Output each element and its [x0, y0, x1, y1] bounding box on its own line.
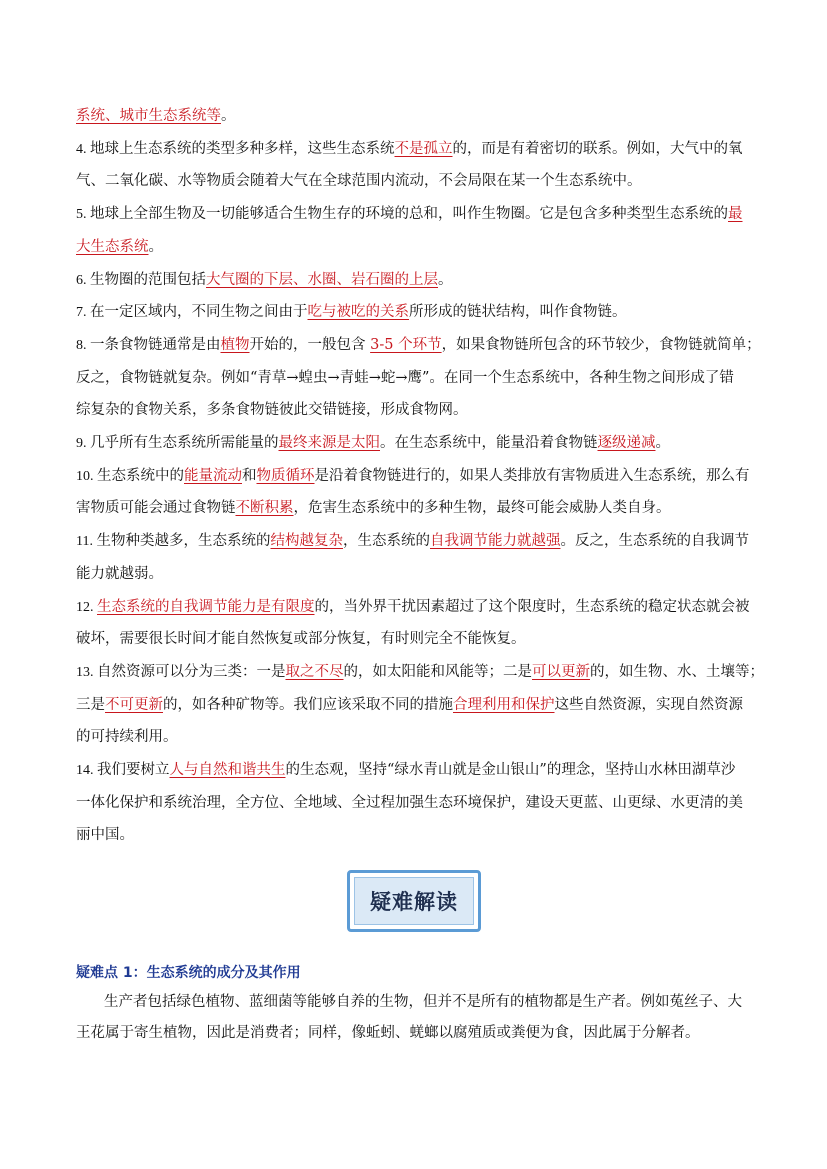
body-text: ，生态系统的 — [342, 533, 430, 550]
item-1-line-0 — [76, 139, 756, 160]
body-text: 和 — [242, 467, 257, 484]
item-10-line-2 — [76, 727, 756, 747]
item-number: 8. — [76, 337, 90, 353]
item-3-line-0 — [76, 270, 756, 291]
body-text: 破坏，需要很长时间才能自然恢复或部分恢复，有时则完全不能恢复。 — [76, 631, 526, 648]
answer-text: 系统、城市生态系统等 — [76, 108, 221, 124]
body-text: 几乎所有生态系统所需能量的 — [90, 435, 279, 451]
item-2-line-1 — [76, 237, 756, 257]
answer-text: 自我调节能力就越强 — [429, 533, 561, 550]
item-number: 14. — [76, 763, 97, 778]
answer-text: 不断积累 — [235, 500, 294, 517]
item-number: 11. — [76, 534, 97, 550]
item-number: 10. — [76, 468, 97, 484]
answer-text: 可以更新 — [532, 663, 590, 680]
item-11-line-1 — [76, 793, 756, 813]
item-8-line-0 — [76, 531, 756, 552]
item-number: 12. — [76, 599, 97, 615]
item-7-line-0 — [76, 466, 756, 487]
body-text: 的，而是有着密切的联系。例如，大气中的氧 — [452, 140, 743, 157]
body-text: 生物圈的范围包括 — [90, 271, 206, 288]
body-text: 综复杂的食物关系，多条食物链彼此交错链接，形成食物网。 — [76, 402, 468, 419]
body-text: 。 — [438, 271, 453, 288]
item-4-line-0 — [76, 302, 756, 323]
item-9-line-1 — [76, 629, 756, 649]
answer-text: 人与自然和谐共生 — [169, 762, 286, 778]
body-text: 一条食物链通常是由 — [90, 336, 221, 353]
item-11-line-2 — [76, 825, 756, 845]
answer-text: 生态系统的自我调节能力是有限度 — [97, 598, 315, 615]
body-text: 所形成的链状结构，叫作食物链。 — [409, 304, 627, 321]
body-text: 这些自然资源，实现自然资源 — [554, 696, 743, 713]
answer-text: 取之不尽 — [285, 663, 344, 680]
answer-text: 大气圈的下层、水圈、岩石圈的上层 — [206, 271, 438, 288]
body-text: 自然资源可以分为三类：一是 — [97, 663, 286, 680]
body-text: 的，如各种矿物等。我们应该采取不同的措施 — [163, 696, 453, 713]
banner-title: 疑难解读 — [354, 877, 474, 925]
item-1-line-1 — [76, 171, 756, 191]
body-text: 是沿着食物链进行的，如果人类排放有害物质进入生态系统，那么有 — [314, 467, 750, 484]
body-text: 的，当外界干扰因素超过了这个限度时，生态系统的稳定状态就会被 — [314, 598, 750, 615]
body-text: 在一定区域内，不同生物之间由于 — [90, 304, 308, 321]
item-number: 5. — [76, 207, 90, 223]
body-text: 能力就越弱。 — [76, 565, 163, 582]
body-text: 生物种类越多，生态系统的 — [96, 533, 271, 550]
difficulty-line-2: 王花属于寄生植物，因此是消费者；同样，像蚯蚓、蜣螂以腐殖质或粪便为食，因此属于分解者。 — [76, 1025, 700, 1041]
body-text: 三是 — [76, 696, 105, 713]
item-6-line-0 — [76, 433, 756, 454]
item-number: 7. — [76, 305, 90, 321]
body-text: 。 — [148, 238, 163, 255]
answer-text: 3-5 个环节 — [370, 336, 442, 353]
item-7-line-1 — [76, 498, 756, 518]
item-10-line-0 — [76, 662, 764, 683]
answer-text: 最 — [728, 206, 743, 223]
item-5-line-0 — [76, 335, 761, 356]
answer-text: 植物 — [220, 336, 250, 353]
body-text: 的，如生物、水、土壤等； — [590, 663, 764, 680]
body-text: 。反之，生态系统的自我调节 — [560, 533, 749, 550]
item-2-line-0 — [76, 204, 756, 225]
answer-text: 吃与被吃的关系 — [307, 304, 409, 321]
body-text: 开始的，一般包含 — [249, 336, 371, 353]
body-text: 害物质可能会通过食物链 — [76, 500, 236, 517]
body-text: 丽中国。 — [76, 827, 134, 844]
body-text: 地球上全部生物及一切能够适合生物生存的环境的总和，叫作生物圈。它是包含多种类型生态系统的 — [90, 206, 728, 223]
body-text: 生态系统中的 — [97, 467, 184, 484]
item-8-line-1 — [76, 564, 756, 584]
item-number: 6. — [76, 272, 90, 288]
body-text: 地球上生态系统的类型多种多样，这些生态系统 — [90, 140, 395, 157]
body-text: 的，如太阳能和风能等；二是 — [343, 663, 532, 680]
body-text: 。在生态系统中，能量沿着食物链 — [380, 435, 598, 451]
body-text: ，如果食物链所包含的环节较少，食物链就简单； — [441, 336, 761, 353]
item-11-line-0 — [76, 760, 756, 781]
body-text: 气、二氧化碳、水等物质会随着大气在全球范围内流动，不会局限在某一个生态系统中。 — [76, 173, 642, 190]
difficulty-heading: 疑难点 1：生态系统的成分及其作用 — [76, 965, 301, 981]
body-text: 的可持续利用。 — [76, 729, 178, 746]
body-text: 的生态观，坚持“绿水青山就是金山银山”的理念，坚持山水林田湖草沙 — [285, 762, 736, 778]
item-number: 4. — [76, 141, 90, 157]
difficulty-line-1: 生产者包括绿色植物、蓝细菌等能够自养的生物，但并不是所有的植物都是生产者。例如菟丝子、大 — [104, 994, 742, 1010]
body-text: 一体化保护和系统治理，全方位、全地域、全过程加强生态环境保护，建设天更蓝、山更绿、水更清的美 — [76, 794, 743, 811]
answer-text: 物质循环 — [256, 467, 315, 484]
item-number: 13. — [76, 664, 97, 680]
item-5-line-1 — [76, 368, 756, 388]
item-0-line-0 — [76, 106, 756, 126]
answer-text: 结构越复杂 — [270, 533, 343, 550]
body-text: 反之，食物链就复杂。例如“青草→蝗虫→青蛙→蛇→鹰”。在同一个生态系统中，各种生物之间形成了错 — [76, 369, 734, 386]
answer-text: 不可更新 — [105, 696, 163, 713]
item-10-line-1 — [76, 695, 756, 715]
answer-text: 大生态系统 — [76, 238, 149, 255]
item-9-line-0 — [76, 597, 756, 618]
body-text: 我们要树立 — [97, 762, 170, 778]
section-banner — [347, 870, 481, 932]
answer-text: 合理利用和保护 — [453, 696, 555, 713]
answer-text: 逐级递减 — [597, 435, 656, 451]
item-number: 9. — [76, 436, 90, 451]
body-text: 。 — [221, 108, 236, 124]
answer-text: 最终来源是太阳 — [278, 435, 380, 451]
body-text: 。 — [655, 435, 670, 451]
item-5-line-2 — [76, 400, 756, 420]
answer-text: 不是孤立 — [394, 140, 453, 157]
answer-text: 能量流动 — [184, 467, 242, 484]
body-text: ，危害生态系统中的多种生物，最终可能会威胁人类自身。 — [293, 500, 671, 517]
